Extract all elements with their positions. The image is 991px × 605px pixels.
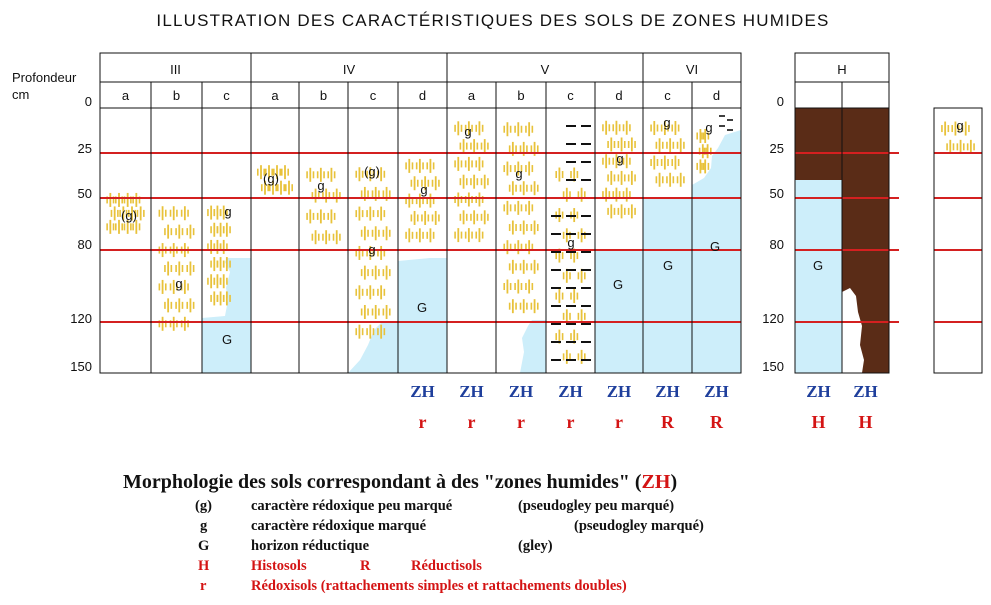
mottle-mark	[602, 121, 610, 135]
horizon-mark: G	[812, 258, 824, 273]
mottle-mark	[623, 188, 631, 202]
soil-class-label: r	[418, 412, 427, 432]
mottle-mark	[106, 193, 114, 207]
mottle-mark	[372, 226, 380, 240]
gley-dash	[551, 215, 561, 217]
horizon-mark: g	[464, 124, 472, 139]
mottle-mark	[115, 193, 123, 207]
horizon-mark: g	[317, 178, 325, 193]
depth-ticks-left	[70, 94, 92, 374]
gley-fill	[202, 322, 251, 373]
mottle-mark	[106, 220, 114, 234]
gley-dash	[566, 143, 576, 145]
horizon-mark: g	[515, 166, 523, 181]
horizon-mark: G	[416, 300, 428, 315]
horizon-mark: g	[224, 204, 232, 219]
mottle-mark	[124, 193, 132, 207]
mottle-mark	[555, 168, 563, 182]
mottle-mark	[607, 171, 615, 185]
legend-note: (pseudogley marqué)	[574, 518, 704, 534]
legend-class-symbol: H	[198, 558, 210, 574]
mottle-mark	[361, 266, 369, 280]
legend-class-symbol: r	[200, 578, 207, 594]
mottle-mark	[223, 223, 231, 237]
horizon-mark: g	[368, 242, 376, 257]
group-label: IV	[342, 62, 356, 77]
mottle-mark	[470, 175, 478, 189]
depth-tick-label: 0	[84, 94, 92, 109]
legend-symbol: (g)	[195, 498, 212, 514]
legend-title: Morphologie des sols correspondant à des "zones humides" (ZH)	[123, 471, 678, 493]
horizon-mark: G	[662, 258, 674, 273]
horizon-mark: G	[709, 239, 721, 254]
mottle-mark	[186, 225, 194, 239]
column-label: c	[567, 88, 574, 103]
mottle-mark	[525, 240, 533, 254]
mottle-mark	[531, 260, 539, 274]
mottle-mark	[475, 228, 483, 242]
mottle-mark	[426, 159, 434, 173]
legend-note: (pseudogley peu marqué)	[518, 498, 675, 514]
mottle-mark	[520, 299, 528, 313]
zh-label: ZH	[558, 382, 583, 401]
horizon-mark: g	[956, 118, 964, 133]
mottle-mark	[220, 240, 228, 254]
mottle-mark	[612, 188, 620, 202]
mottle-mark	[650, 121, 658, 135]
mottle-mark	[509, 221, 517, 235]
mottle-mark	[531, 299, 539, 313]
mottle-mark	[555, 289, 563, 303]
mottle-mark	[677, 173, 685, 187]
mottle-mark	[285, 181, 293, 195]
mottle-mark	[372, 266, 380, 280]
peat-fill	[795, 108, 842, 180]
mottle-mark	[175, 225, 183, 239]
mottle-mark	[503, 162, 511, 176]
mottle-mark	[696, 129, 704, 143]
depth-tick-label: 80	[77, 237, 92, 252]
mottle-mark	[941, 122, 949, 136]
zh-label: ZH	[508, 382, 534, 401]
zh-label: ZH	[853, 382, 878, 401]
mottle-mark	[405, 228, 413, 242]
mottle-mark	[377, 285, 385, 299]
mottle-mark	[405, 194, 413, 208]
gley-dash	[581, 305, 591, 307]
mottle-mark	[426, 228, 434, 242]
mottle-mark	[650, 156, 658, 170]
gley-dash	[551, 233, 561, 235]
depth-tick-label: 120	[70, 311, 92, 326]
depth-tick-label: 150	[70, 359, 92, 374]
horizon-mark: g	[567, 235, 575, 250]
mottle-mark	[377, 246, 385, 260]
horizon-mark: (g)	[121, 208, 137, 223]
diagram-title: ILLUSTRATION DES CARACTÉRISTIQUES DES SOLS DE ZONES HUMIDES	[156, 11, 830, 30]
mottle-mark	[704, 144, 712, 158]
mottle-mark	[628, 171, 636, 185]
gley-dash	[581, 359, 591, 361]
gley-dash	[727, 129, 733, 131]
zh-label: ZH	[459, 382, 484, 401]
mottle-mark	[454, 121, 462, 135]
depth-tick-label: 50	[77, 186, 92, 201]
mottle-mark	[361, 226, 369, 240]
soil-class-label: R	[661, 412, 674, 432]
mottle-mark	[416, 228, 424, 242]
legend-text: horizon réductique	[251, 538, 370, 554]
depth-tick-label: 25	[77, 141, 92, 156]
mottle-mark	[432, 211, 440, 225]
column-label: a	[271, 88, 279, 103]
mottle-mark	[475, 121, 483, 135]
legend-symbol: G	[198, 538, 210, 554]
mottle-mark	[322, 230, 330, 244]
mottle-mark	[465, 193, 473, 207]
zh-label: ZH	[655, 382, 680, 401]
mottle-mark	[563, 350, 571, 364]
mottle-mark	[181, 206, 189, 220]
mottle-mark	[164, 262, 172, 276]
depth-axis-unit: cm	[12, 87, 30, 102]
mottle-mark	[578, 228, 586, 242]
column-label: b	[319, 88, 328, 103]
mottle-mark	[509, 181, 517, 195]
mottle-mark	[454, 228, 462, 242]
horizon-mark: g	[705, 120, 713, 135]
mottle-mark	[372, 305, 380, 319]
mottle-mark	[355, 246, 363, 260]
mottle-mark	[612, 121, 620, 135]
mottle-mark	[618, 171, 626, 185]
mottle-mark	[186, 262, 194, 276]
mottle-mark	[671, 121, 679, 135]
column-label: b	[172, 88, 181, 103]
mottle-mark	[355, 285, 363, 299]
legend-class-text: Réductisols	[411, 558, 482, 574]
mottle-mark	[383, 226, 391, 240]
legend-text: caractère rédoxique marqué	[251, 518, 427, 534]
gley-fill	[643, 198, 692, 373]
gley-dash	[581, 341, 591, 343]
mottle-mark	[170, 206, 178, 220]
mottle-mark	[696, 159, 704, 173]
mottle-mark	[377, 207, 385, 221]
gley-dash	[566, 215, 576, 217]
gley-dash	[581, 323, 591, 325]
mottle-mark	[602, 154, 610, 168]
mottle-mark	[164, 298, 172, 312]
mottle-mark	[503, 240, 511, 254]
mottle-mark	[327, 168, 335, 182]
mottle-mark	[470, 139, 478, 153]
depth-tick-label: 120	[762, 311, 784, 326]
mottle-mark	[967, 140, 975, 154]
gley-dash	[727, 119, 733, 121]
mottle-mark	[618, 137, 626, 151]
mottle-mark	[525, 201, 533, 215]
mottle-mark	[618, 204, 626, 218]
soil-class-label: r	[566, 412, 575, 432]
zh-labels	[410, 382, 878, 401]
gley-dash	[581, 125, 591, 127]
gley-dash	[581, 215, 591, 217]
mottle-mark	[503, 122, 511, 136]
zh-label: ZH	[704, 382, 729, 401]
mottle-mark	[361, 305, 369, 319]
mottle-mark	[411, 176, 419, 190]
mottle-mark	[355, 207, 363, 221]
mottle-mark	[525, 280, 533, 294]
mottle-mark	[454, 193, 462, 207]
gley-fill	[595, 250, 643, 373]
column-label: a	[467, 88, 476, 103]
mottle-mark	[509, 299, 517, 313]
mottle-mark	[602, 188, 610, 202]
gley-dash	[551, 251, 561, 253]
gley-dash	[719, 115, 725, 117]
column-label: d	[418, 88, 427, 103]
mottle-mark	[333, 189, 341, 203]
mottle-mark	[137, 206, 145, 220]
horizon-mark: (g)	[364, 164, 380, 179]
gley-dash	[581, 179, 591, 181]
legend-note: (gley)	[518, 538, 553, 554]
mottle-mark	[405, 159, 413, 173]
mottle-mark	[159, 317, 167, 331]
mottle-mark	[306, 209, 314, 223]
mottle-mark	[281, 165, 289, 179]
class-labels	[419, 412, 873, 432]
column-label: c	[664, 88, 671, 103]
mottle-mark	[509, 260, 517, 274]
group-label: V	[540, 62, 550, 77]
gley-dash	[551, 323, 561, 325]
gley-dash	[566, 305, 576, 307]
mottle-mark	[186, 298, 194, 312]
mottle-mark	[312, 230, 320, 244]
mottle-mark	[175, 298, 183, 312]
legend-text: caractère rédoxique peu marqué	[251, 498, 453, 514]
mottle-mark	[460, 210, 468, 224]
mottle-mark	[628, 204, 636, 218]
legend-class-symbol: R	[360, 558, 371, 574]
gley-dash	[719, 125, 725, 127]
gley-fill	[795, 180, 842, 373]
mottle-mark	[656, 173, 664, 187]
gley-dash	[551, 269, 561, 271]
gley-dash	[566, 287, 576, 289]
gley-dash	[551, 287, 561, 289]
mottle-mark	[175, 262, 183, 276]
mottle-mark	[607, 204, 615, 218]
mottle-mark	[607, 137, 615, 151]
soil-class-label: H	[858, 412, 873, 432]
soil-class-label: r	[517, 412, 525, 432]
horizon-mark: G	[612, 277, 624, 292]
mottle-mark	[411, 211, 419, 225]
depth-tick-label: 50	[769, 186, 784, 201]
horizon-mark: g	[420, 182, 428, 197]
mottle-mark	[525, 122, 533, 136]
gley-dash	[566, 251, 576, 253]
gley-dash	[566, 179, 576, 181]
mottle-mark	[520, 260, 528, 274]
mottle-mark	[181, 317, 189, 331]
legend-class-text: Rédoxisols (rattachements simples et rattachements doubles)	[251, 578, 627, 594]
gley-dash	[566, 323, 576, 325]
group-label: H	[837, 62, 847, 77]
depth-tick-label: 150	[762, 359, 784, 374]
mottle-mark	[525, 162, 533, 176]
column-label: b	[517, 88, 525, 103]
soil-class-label: R	[710, 412, 723, 432]
gley-dash	[566, 161, 576, 163]
mottle-mark	[503, 201, 511, 215]
mottle-mark	[383, 305, 391, 319]
mottle-mark	[514, 280, 522, 294]
gley-dash	[581, 143, 591, 145]
mottle-mark	[520, 221, 528, 235]
mottle-mark	[531, 221, 539, 235]
gley-fill	[398, 258, 447, 373]
gley-dash	[581, 161, 591, 163]
gley-dash	[581, 269, 591, 271]
mottle-mark	[503, 280, 511, 294]
mottle-mark	[623, 154, 631, 168]
mottle-mark	[111, 206, 119, 220]
gley-dash	[581, 251, 591, 253]
zh-label: ZH	[410, 382, 435, 401]
mottle-mark	[132, 193, 140, 207]
zh-label: ZH	[606, 382, 632, 401]
gley-dash	[566, 341, 576, 343]
mottle-mark	[957, 140, 965, 154]
horizon-mark: G	[221, 332, 233, 347]
mottle-mark	[514, 240, 522, 254]
mottle-mark	[460, 139, 468, 153]
mottle-mark	[164, 225, 172, 239]
mottle-mark	[366, 285, 374, 299]
mottle-mark	[475, 193, 483, 207]
depth-axis-label: Profondeur	[12, 70, 77, 85]
mottle-mark	[454, 157, 462, 171]
zh-label: ZH	[806, 382, 831, 401]
legend-symbol: g	[200, 518, 208, 534]
mottle-mark	[578, 188, 586, 202]
mottle-mark	[520, 181, 528, 195]
group-label: VI	[685, 62, 699, 77]
mottle-mark	[416, 159, 424, 173]
column-label: c	[223, 88, 230, 103]
depth-tick-label: 25	[769, 141, 784, 156]
mottle-mark	[460, 175, 468, 189]
mottle-mark	[475, 157, 483, 171]
gley-dash	[566, 269, 576, 271]
mottle-mark	[666, 173, 674, 187]
mottle-mark	[306, 168, 314, 182]
mottle-mark	[170, 317, 178, 331]
legend-class-text: Histosols	[251, 558, 307, 574]
horizon-mark: g	[175, 276, 183, 291]
mottle-mark	[355, 167, 363, 181]
gley-dash	[566, 125, 576, 127]
soil-class-label: r	[467, 412, 476, 432]
mottle-mark	[465, 228, 473, 242]
gley-dash	[581, 287, 591, 289]
mottle-mark	[317, 209, 325, 223]
mottle-mark	[514, 201, 522, 215]
mottle-mark	[159, 206, 167, 220]
depth-tick-label: 80	[769, 237, 784, 252]
horizon-mark: g	[616, 151, 624, 166]
gley-dash	[551, 305, 561, 307]
depth-tick-label: 0	[776, 94, 784, 109]
mottle-mark	[570, 289, 578, 303]
mottle-mark	[333, 230, 341, 244]
mottle-mark	[671, 156, 679, 170]
mottle-mark	[677, 138, 685, 152]
mottle-mark	[481, 175, 489, 189]
mottle-mark	[656, 138, 664, 152]
gley-dash	[581, 233, 591, 235]
gley-dash	[551, 341, 561, 343]
mottle-mark	[421, 211, 429, 225]
mottle-mark	[159, 280, 167, 294]
mottle-mark	[426, 194, 434, 208]
mottle-mark	[661, 156, 669, 170]
horizon-mark: g	[663, 115, 671, 130]
gley-dash	[566, 359, 576, 361]
soil-class-label: r	[615, 412, 623, 432]
column-label: d	[615, 88, 623, 103]
mottle-mark	[701, 159, 709, 173]
mottle-mark	[432, 176, 440, 190]
gley-dash	[551, 359, 561, 361]
horizon-mark: (g)	[263, 171, 279, 186]
column-label: c	[369, 88, 377, 103]
mottle-mark	[623, 121, 631, 135]
mottle-mark	[563, 188, 571, 202]
group-label: III	[170, 62, 181, 77]
mottle-mark	[946, 140, 954, 154]
mottle-mark	[383, 266, 391, 280]
mottle-mark	[327, 209, 335, 223]
mottle-mark	[355, 325, 363, 339]
mottle-mark	[465, 157, 473, 171]
mottle-mark	[366, 207, 374, 221]
mottle-mark	[628, 137, 636, 151]
column-label: a	[121, 88, 130, 103]
mottle-mark	[699, 144, 707, 158]
column-label: d	[712, 88, 721, 103]
mottle-mark	[481, 210, 489, 224]
mottle-mark	[531, 181, 539, 195]
mottle-mark	[481, 139, 489, 153]
mottle-mark	[470, 210, 478, 224]
gley-fill	[520, 320, 546, 373]
soil-class-label: H	[811, 412, 826, 432]
mottle-mark	[666, 138, 674, 152]
mottle-mark	[578, 350, 586, 364]
depth-ticks-right	[762, 94, 784, 374]
mottle-mark	[514, 122, 522, 136]
